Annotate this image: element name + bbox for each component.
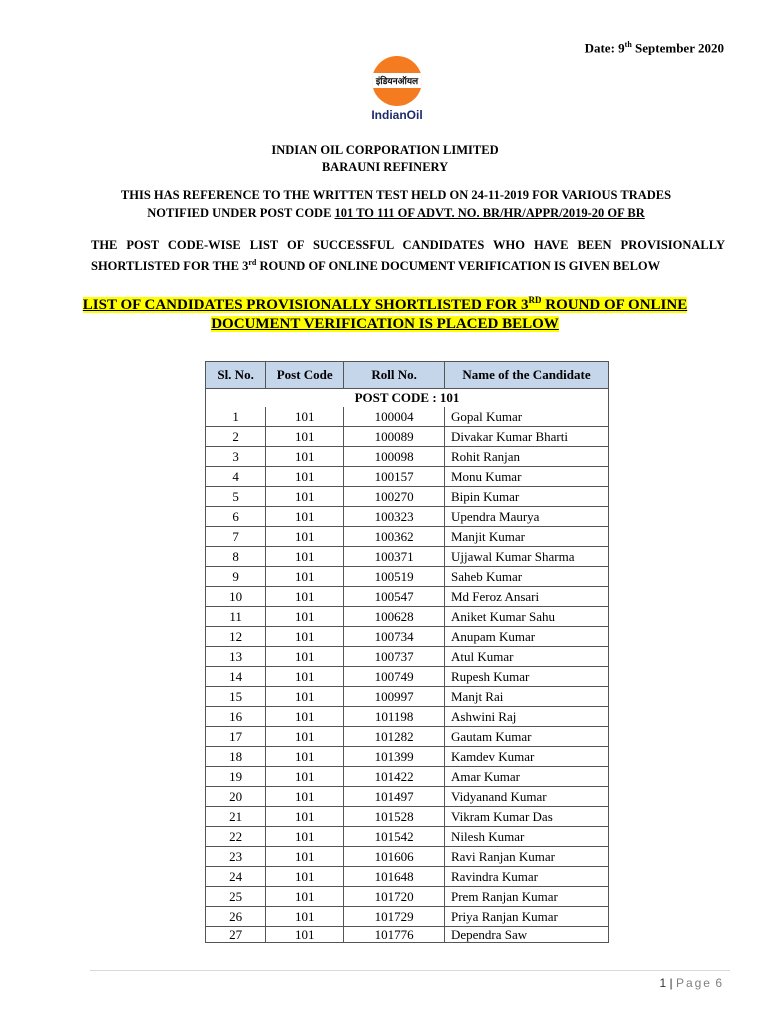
- table-row: [206, 647, 609, 667]
- post-code-cell: 101: [266, 427, 344, 447]
- header-roll-no: Roll No.: [344, 362, 445, 389]
- logo-wordmark: IndianOil: [371, 108, 423, 122]
- post-code-cell: 101: [266, 647, 344, 667]
- roll-no-cell: 101528: [344, 807, 445, 827]
- post-code-cell: 101: [266, 927, 344, 943]
- roll-no-cell: 100098: [344, 447, 445, 467]
- post-code-cell: 101: [266, 887, 344, 907]
- table-row: [206, 607, 609, 627]
- sl-no-cell: 18: [206, 747, 266, 767]
- roll-no-cell: 101729: [344, 907, 445, 927]
- candidate-name-cell: Amar Kumar: [445, 767, 609, 787]
- table-row: [206, 707, 609, 727]
- logo-hindi-text: इंडियनऑयल: [372, 73, 422, 88]
- sl-no-cell: 16: [206, 707, 266, 727]
- post-code-cell: 101: [266, 867, 344, 887]
- table-row: [206, 767, 609, 787]
- sl-no-cell: 26: [206, 907, 266, 927]
- roll-no-cell: 101606: [344, 847, 445, 867]
- table-row: [206, 467, 609, 487]
- post-code-group-label: POST CODE : 101: [206, 389, 609, 408]
- table-row: [206, 907, 609, 927]
- table-row: [206, 627, 609, 647]
- sl-no-cell: 1: [206, 407, 266, 427]
- table-row: [206, 587, 609, 607]
- sl-no-cell: 6: [206, 507, 266, 527]
- sl-no-cell: 12: [206, 627, 266, 647]
- org-name: INDIAN OIL CORPORATION LIMITED: [271, 143, 499, 157]
- candidates-table: [205, 361, 609, 943]
- candidate-name-cell: Bipin Kumar: [445, 487, 609, 507]
- sl-no-cell: 21: [206, 807, 266, 827]
- candidate-name-cell: Gopal Kumar: [445, 407, 609, 427]
- candidate-name-cell: Upendra Maurya: [445, 507, 609, 527]
- candidate-name-cell: Nilesh Kumar: [445, 827, 609, 847]
- table-row: [206, 847, 609, 867]
- sl-no-cell: 24: [206, 867, 266, 887]
- candidate-name-cell: Rohit Ranjan: [445, 447, 609, 467]
- sl-no-cell: 27: [206, 927, 266, 943]
- sl-no-cell: 4: [206, 467, 266, 487]
- roll-no-cell: 101776: [344, 927, 445, 943]
- candidate-name-cell: Rupesh Kumar: [445, 667, 609, 687]
- roll-no-cell: 100371: [344, 547, 445, 567]
- table-row: [206, 567, 609, 587]
- candidate-name-cell: Prem Ranjan Kumar: [445, 887, 609, 907]
- roll-no-cell: 101497: [344, 787, 445, 807]
- sl-no-cell: 19: [206, 767, 266, 787]
- candidate-name-cell: Ravi Ranjan Kumar: [445, 847, 609, 867]
- table-row: [206, 827, 609, 847]
- intro-paragraph: THE POST CODE-WISE LIST OF SUCCESSFUL CANDIDATES WHO HAVE BEEN PROVISIONALLY SHORTLISTED FOR THE 3rd ROUND OF ONLINE DOCUMENT VERIFICATION IS GIVEN BELOW: [91, 238, 725, 274]
- table-row: [206, 547, 609, 567]
- roll-no-cell: 100547: [344, 587, 445, 607]
- sl-no-cell: 25: [206, 887, 266, 907]
- sl-no-cell: 2: [206, 427, 266, 447]
- sl-no-cell: 7: [206, 527, 266, 547]
- list-headline: LIST OF CANDIDATES PROVISIONALLY SHORTLISTED FOR 3RD ROUND OF ONLINE DOCUMENT VERIFICATION IS PLACED BELOW: [82, 295, 688, 332]
- group-row: [206, 389, 609, 408]
- post-code-cell: 101: [266, 507, 344, 527]
- roll-no-cell: 101399: [344, 747, 445, 767]
- table-row: [206, 667, 609, 687]
- roll-no-cell: 100997: [344, 687, 445, 707]
- post-code-cell: 101: [266, 687, 344, 707]
- post-code-cell: 101: [266, 407, 344, 427]
- candidate-name-cell: Divakar Kumar Bharti: [445, 427, 609, 447]
- post-code-cell: 101: [266, 807, 344, 827]
- sl-no-cell: 20: [206, 787, 266, 807]
- post-code-cell: 101: [266, 767, 344, 787]
- sl-no-cell: 11: [206, 607, 266, 627]
- roll-no-cell: 100089: [344, 427, 445, 447]
- roll-no-cell: 101720: [344, 887, 445, 907]
- roll-no-cell: 101282: [344, 727, 445, 747]
- table-row: [206, 887, 609, 907]
- post-code-cell: 101: [266, 567, 344, 587]
- post-code-cell: 101: [266, 667, 344, 687]
- sl-no-cell: 22: [206, 827, 266, 847]
- post-code-cell: 101: [266, 487, 344, 507]
- table-row: [206, 687, 609, 707]
- table-row: [206, 807, 609, 827]
- candidate-name-cell: Kamdev Kumar: [445, 747, 609, 767]
- logo-emblem: [372, 56, 422, 106]
- roll-no-cell: 101422: [344, 767, 445, 787]
- post-code-cell: 101: [266, 447, 344, 467]
- candidate-name-cell: Ashwini Raj: [445, 707, 609, 727]
- post-code-cell: 101: [266, 707, 344, 727]
- sl-no-cell: 10: [206, 587, 266, 607]
- table-row: [206, 447, 609, 467]
- table-row: [206, 527, 609, 547]
- table-row: [206, 867, 609, 887]
- candidate-name-cell: Priya Ranjan Kumar: [445, 907, 609, 927]
- candidate-name-cell: Md Feroz Ansari: [445, 587, 609, 607]
- roll-no-cell: 100737: [344, 647, 445, 667]
- sl-no-cell: 14: [206, 667, 266, 687]
- roll-no-cell: 101198: [344, 707, 445, 727]
- page-number: 1 | Page 6: [659, 976, 724, 990]
- roll-no-cell: 100734: [344, 627, 445, 647]
- roll-no-cell: 100749: [344, 667, 445, 687]
- candidate-name-cell: Ravindra Kumar: [445, 867, 609, 887]
- roll-no-cell: 100519: [344, 567, 445, 587]
- roll-no-cell: 101648: [344, 867, 445, 887]
- sl-no-cell: 8: [206, 547, 266, 567]
- candidate-name-cell: Dependra Saw: [445, 927, 609, 943]
- candidate-name-cell: Anupam Kumar: [445, 627, 609, 647]
- post-code-cell: 101: [266, 467, 344, 487]
- roll-no-cell: 100362: [344, 527, 445, 547]
- candidate-name-cell: Aniket Kumar Sahu: [445, 607, 609, 627]
- indianoil-logo: [360, 56, 434, 128]
- sl-no-cell: 9: [206, 567, 266, 587]
- roll-no-cell: 100157: [344, 467, 445, 487]
- table-row: [206, 427, 609, 447]
- table-row: [206, 727, 609, 747]
- sl-no-cell: 17: [206, 727, 266, 747]
- post-code-cell: 101: [266, 747, 344, 767]
- footer-divider: [90, 970, 730, 971]
- header-post-code: Post Code: [266, 362, 344, 389]
- post-code-cell: 101: [266, 607, 344, 627]
- candidate-name-cell: Manjt Rai: [445, 687, 609, 707]
- advt-number: 101 TO 111 OF ADVT. NO. BR/HR/APPR/2019-20 OF BR: [334, 206, 645, 220]
- post-code-cell: 101: [266, 627, 344, 647]
- candidate-name-cell: Atul Kumar: [445, 647, 609, 667]
- sl-no-cell: 5: [206, 487, 266, 507]
- post-code-cell: 101: [266, 827, 344, 847]
- post-code-cell: 101: [266, 787, 344, 807]
- candidate-name-cell: Gautam Kumar: [445, 727, 609, 747]
- candidate-name-cell: Vidyanand Kumar: [445, 787, 609, 807]
- sl-no-cell: 15: [206, 687, 266, 707]
- sl-no-cell: 3: [206, 447, 266, 467]
- roll-no-cell: 100628: [344, 607, 445, 627]
- table-row: [206, 407, 609, 427]
- header-sl-no: Sl. No.: [206, 362, 266, 389]
- candidate-name-cell: Ujjawal Kumar Sharma: [445, 547, 609, 567]
- post-code-cell: 101: [266, 587, 344, 607]
- candidate-name-cell: Monu Kumar: [445, 467, 609, 487]
- document-date: Date: 9th September 2020: [584, 40, 724, 56]
- roll-no-cell: 100323: [344, 507, 445, 527]
- table-row: [206, 927, 609, 943]
- post-code-cell: 101: [266, 907, 344, 927]
- org-unit: BARAUNI REFINERY: [321, 160, 449, 174]
- table-row: [206, 487, 609, 507]
- post-code-cell: 101: [266, 727, 344, 747]
- table-row: [206, 747, 609, 767]
- table-row: [206, 787, 609, 807]
- candidate-name-cell: Saheb Kumar: [445, 567, 609, 587]
- roll-no-cell: 100004: [344, 407, 445, 427]
- roll-no-cell: 100270: [344, 487, 445, 507]
- roll-no-cell: 101542: [344, 827, 445, 847]
- candidate-name-cell: Manjit Kumar: [445, 527, 609, 547]
- table-row: [206, 507, 609, 527]
- header-candidate-name: Name of the Candidate: [445, 362, 609, 389]
- table-header-row: [206, 362, 609, 389]
- sl-no-cell: 23: [206, 847, 266, 867]
- candidate-name-cell: Vikram Kumar Das: [445, 807, 609, 827]
- post-code-cell: 101: [266, 847, 344, 867]
- sl-no-cell: 13: [206, 647, 266, 667]
- reference-text: THIS HAS REFERENCE TO THE WRITTEN TEST HELD ON 24-11-2019 FOR VARIOUS TRADES NOTIFIED UNDER POST CODE 101 TO 111 OF ADVT. NO. BR/HR/APPR/2019-20 OF BR: [120, 188, 672, 220]
- post-code-cell: 101: [266, 547, 344, 567]
- post-code-cell: 101: [266, 527, 344, 547]
